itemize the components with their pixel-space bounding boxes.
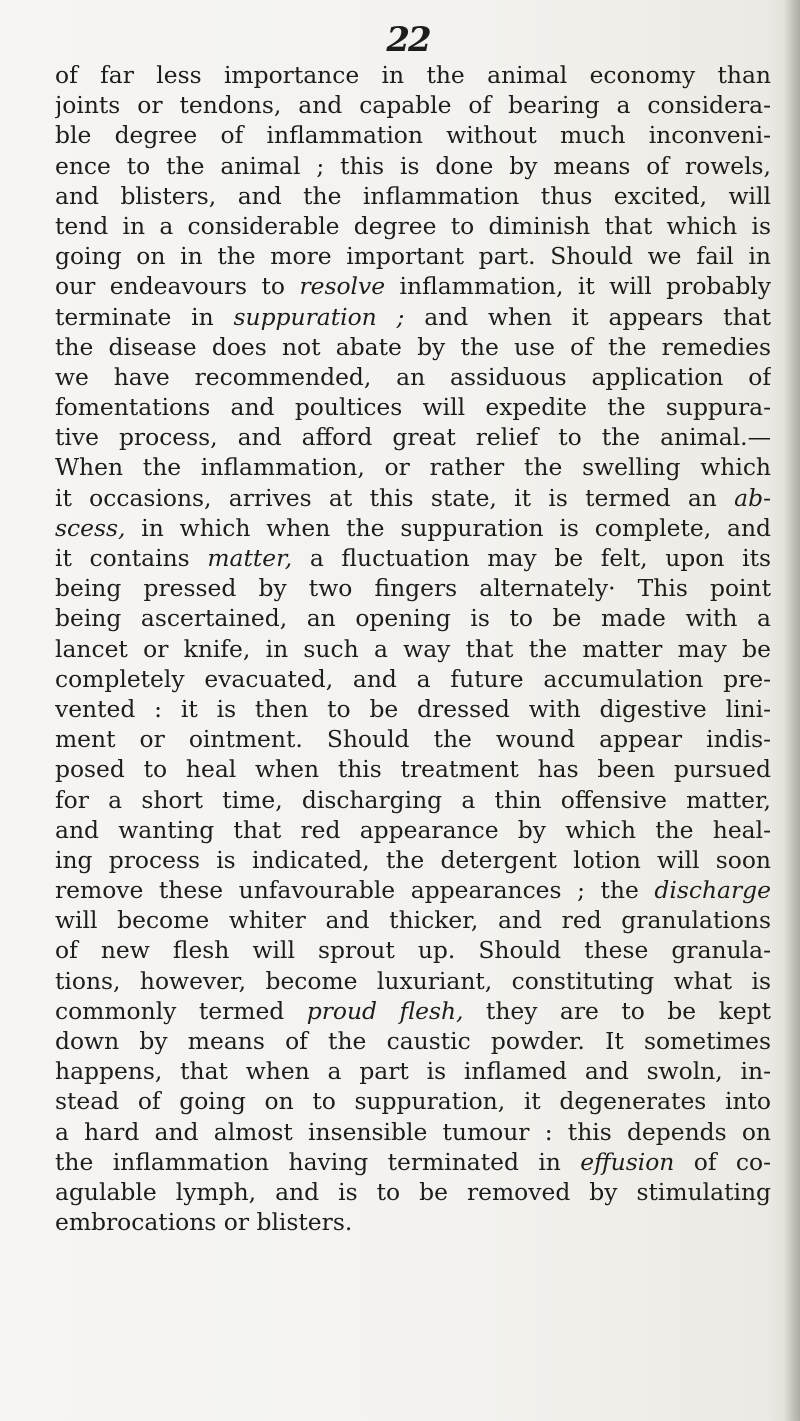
italic-term: ab- — [734, 483, 771, 512]
line-text: ence to the animal ; this is done by means of rowels, — [55, 151, 771, 180]
line-text: it occasions, arrives at this state, it is termed an — [55, 483, 735, 512]
text-line — [55, 271, 771, 301]
text-line — [55, 302, 771, 332]
italic-term: resolve — [299, 272, 386, 301]
line-text: inflammation, it will probably — [385, 272, 771, 301]
line-text: and when it appears that — [404, 302, 771, 331]
line-text: fomentations and poultices will expedite the suppura- — [55, 393, 771, 422]
line-text: vented : it is then to be dressed with digestive lini- — [55, 694, 771, 723]
text-line — [55, 211, 771, 241]
page-number: 22 — [386, 20, 430, 60]
line-text: being pressed by two fingers alternately· This point — [55, 574, 771, 603]
text-line — [55, 90, 771, 120]
text-line — [55, 332, 771, 362]
text-line — [55, 543, 771, 573]
line-text: and blisters, and the inflammation thus excited, will — [55, 181, 771, 210]
line-text: our endeavours to — [55, 272, 300, 301]
text-line — [55, 452, 771, 482]
line-text: a hard and almost insensible tumour : this depends on — [55, 1117, 771, 1146]
italic-term: discharge — [654, 876, 771, 905]
italic-term: effusion — [580, 1147, 675, 1176]
line-text: remove these unfavourable appearances ; the — [55, 876, 655, 905]
line-text: of co- — [674, 1147, 771, 1176]
line-text: the disease does not abate by the use of the remedies — [55, 332, 771, 361]
text-line — [55, 181, 771, 211]
line-text: for a short time, discharging a thin offensive matter, — [55, 785, 771, 814]
text-line — [55, 241, 771, 271]
text-line — [55, 694, 771, 724]
line-text: will become whiter and thicker, and red granulations — [55, 906, 771, 935]
text-line — [55, 392, 771, 422]
text-line — [55, 996, 771, 1026]
line-text: ing process is indicated, the detergent lotion will soon — [55, 845, 771, 874]
italic-term: proud flesh, — [306, 996, 464, 1025]
text-line — [55, 1026, 771, 1056]
text-line — [55, 754, 771, 784]
text-line — [55, 966, 771, 996]
line-text: posed to heal when this treatment has been pursued — [55, 755, 771, 784]
line-text: of new flesh will sprout up. Should these granula- — [55, 936, 771, 965]
text-line — [55, 785, 771, 815]
text-line — [55, 1086, 771, 1116]
text-line — [55, 1117, 771, 1147]
text-line — [55, 60, 771, 90]
line-text: ble degree of inflammation without much inconveni- — [55, 121, 771, 150]
text-line — [55, 875, 771, 905]
line-text: commonly termed — [55, 996, 307, 1025]
line-text: it contains — [55, 544, 208, 572]
line-text: completely evacuated, and a future accumulation pre- — [55, 664, 771, 693]
text-line — [55, 151, 771, 181]
text-line — [55, 724, 771, 754]
text-line — [55, 815, 771, 845]
text-line — [55, 1056, 771, 1086]
text-line — [55, 845, 771, 875]
line-text: of far less importance in the animal economy than — [55, 61, 771, 89]
line-text: ment or ointment. Should the wound appear indis- — [55, 725, 771, 754]
line-text: down by means of the caustic powder. It sometimes — [55, 1027, 771, 1055]
line-text: a fluctuation may be felt, upon its — [292, 544, 771, 572]
italic-term: suppuration ; — [233, 302, 405, 331]
page-edge-shadow — [784, 0, 800, 1421]
text-line — [55, 120, 771, 150]
line-text: being ascertained, an opening is to be made with a — [55, 604, 771, 633]
text-line — [55, 573, 771, 603]
line-text: lancet or knife, in such a way that the matter may be — [55, 634, 771, 663]
line-text: agulable lymph, and is to be removed by stimulating — [55, 1177, 771, 1206]
text-line — [55, 1207, 771, 1237]
line-text: When the inflammation, or rather the swelling which — [55, 453, 771, 482]
text-line — [55, 1177, 771, 1207]
line-text: going on in the more important part. Should we fail in — [55, 242, 771, 271]
line-text: the inflammation having terminated in — [55, 1147, 581, 1176]
text-line — [55, 634, 771, 664]
text-line — [55, 513, 771, 543]
line-text: terminate in — [55, 302, 234, 331]
line-text: happens, that when a part is inflamed and swoln, in- — [55, 1057, 771, 1086]
text-line — [55, 603, 771, 633]
line-text: embrocations or blisters. — [55, 1208, 353, 1237]
line-text: in which when the suppuration is complete, and — [125, 513, 771, 542]
text-line — [55, 664, 771, 694]
text-line — [55, 422, 771, 452]
text-line — [55, 483, 771, 513]
italic-term: matter, — [207, 544, 293, 572]
text-line — [55, 1147, 771, 1177]
body-text — [55, 60, 771, 1237]
text-line — [55, 905, 771, 935]
line-text: and wanting that red appearance by which the heal- — [55, 815, 771, 844]
line-text: we have recommended, an assiduous application of — [55, 362, 771, 391]
text-line — [55, 935, 771, 965]
line-text: tend in a considerable degree to diminish that which is — [55, 211, 771, 240]
italic-term: scess, — [55, 513, 126, 542]
line-text: tive process, and afford great relief to the animal.— — [55, 423, 771, 452]
line-text: stead of going on to suppuration, it degenerates into — [55, 1087, 771, 1116]
text-line — [55, 362, 771, 392]
line-text: joints or tendons, and capable of bearing a considera- — [55, 91, 771, 120]
line-text: they are to be kept — [463, 996, 771, 1025]
line-text: tions, however, become luxuriant, constituting what is — [55, 966, 771, 995]
